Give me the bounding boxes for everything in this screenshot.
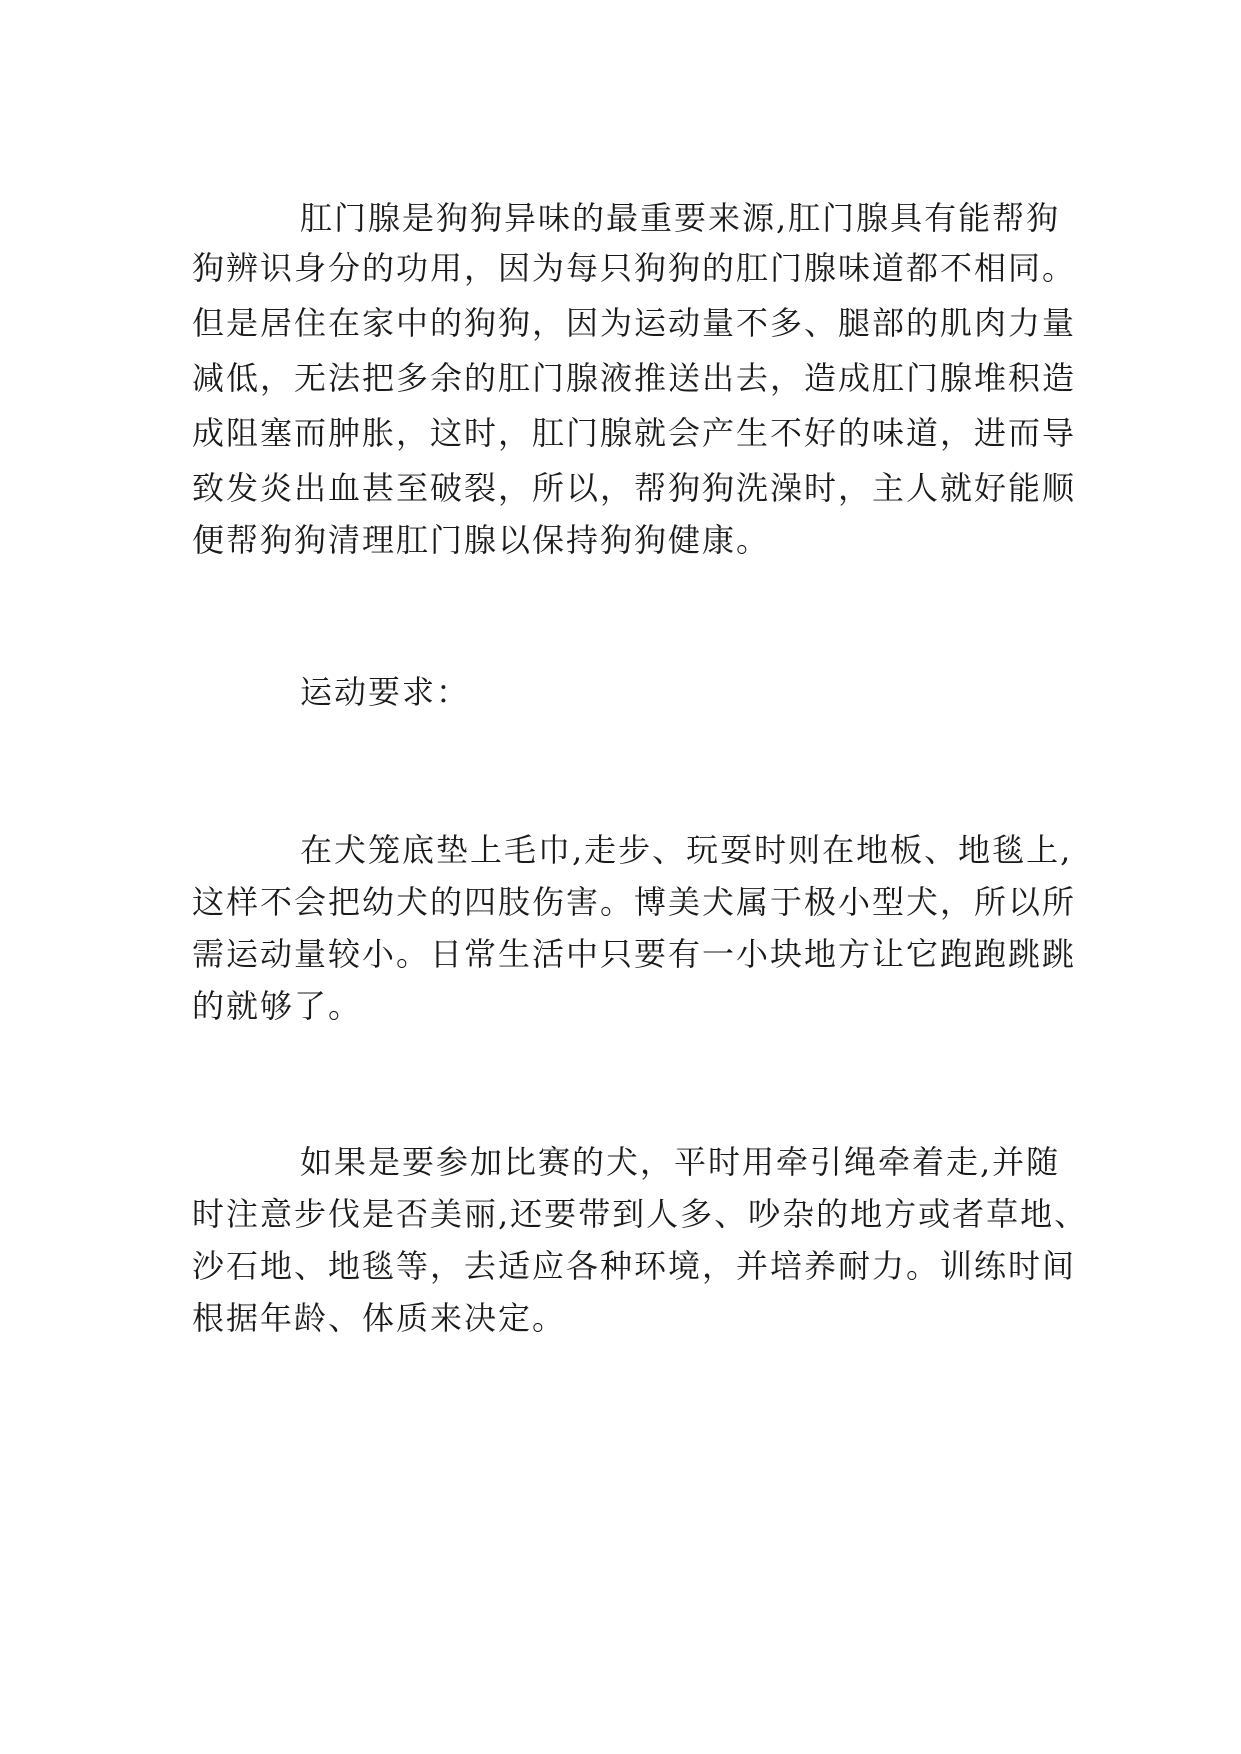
text-line: 如果是要参加比赛的犬，平时用牵引绳牵着走,并随 [300,1143,1061,1181]
section-heading: 运动要求： [300,673,471,711]
text-line: 沙石地、地毯等，去适应各种环境，并培养耐力。训练时间 [192,1247,1077,1285]
text-line: 成阻塞而肿胀，这时，肛门腺就会产生不好的味道，进而导 [192,414,1077,452]
text-line: 肛门腺是狗狗异味的最重要来源,肛门腺具有能帮狗 [300,199,1061,237]
text-line: 需运动量较小。日常生活中只要有一小块地方让它跑跑跳跳 [192,935,1077,973]
text-line: 时注意步伐是否美丽,还要带到人多、吵杂的地方或者草地、 [192,1195,1089,1233]
text-line: 在犬笼底垫上毛巾,走步、玩耍时则在地板、地毯上, [300,831,1073,869]
text-line: 减低，无法把多余的肛门腺液推送出去，造成肛门腺堆积造 [192,359,1077,397]
text-line: 根据年龄、体质来决定。 [192,1299,567,1337]
text-line: 这样不会把幼犬的四肢伤害。博美犬属于极小型犬，所以所 [192,883,1077,921]
text-line: 便帮狗狗清理肛门腺以保持狗狗健康。 [192,521,771,559]
text-line: 但是居住在家中的狗狗，因为运动量不多、腿部的肌肉力量 [192,304,1077,342]
text-line: 致发炎出血甚至破裂，所以，帮狗狗洗澡时，主人就好能顺 [192,469,1077,507]
text-line: 的就够了。 [192,987,363,1025]
text-line: 狗辨识身分的功用，因为每只狗狗的肛门腺味道都不相同。 [192,249,1077,287]
